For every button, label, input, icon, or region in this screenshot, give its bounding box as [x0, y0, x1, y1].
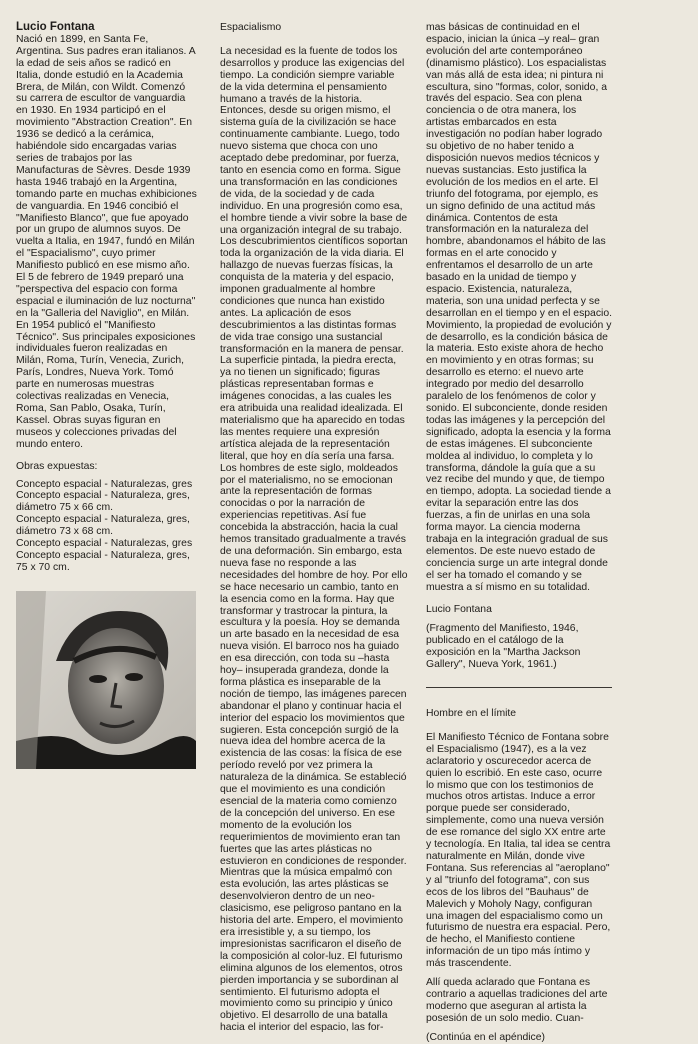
article-title: Espacialismo — [220, 22, 282, 33]
work-item: Concepto espacial - Naturalezas, gres — [16, 478, 193, 490]
works-list — [16, 479, 197, 574]
work-item: Concepto espacial - Naturaleza, gres, diámetro 73 x 68 cm. — [16, 514, 190, 538]
manifesto-text-continued: mas básicas de continuidad en el espacio, inician la única –y real– gran evolución del arte contemporáneo (dinamismo plástico). Los espacialistas van más allá de esta idea; ni pintura ni escultura, sino "formas, color, sonido, a través del espacio. Sea con plena conciencia o de otra manera, los artistas embarcados en esta investigación no podían haber logrado su objetivo de no haber tenido a disposición nuevos medios técnicos y nuevas sustancias. Esto justifica la evolución de los medios en el arte. El triunfo del fotograma, por ejemplo, es un signo definido de una actitud más dinámica. Contentos de esta transformación en la naturaleza del hombre, abandonamos el hábito de las formas en el arte conocido y enfrentamos el desarrollo de un arte basado en la unidad de tiempo y espacio. Existencia, naturaleza, materia, son una unidad perfecta y se desarrollan en el tiempo y en el espacio. Movimiento, la propiedad de evolución y de desarrollo, es la condición básica de la materia. Esto existe ahora de hecho en movimiento y en otras formas; su desarrollo es eterno: el nuevo arte integrado por medio del desarrollo paralelo de los fenómenos de color y sonido. El subconciente, donde residen todas las imágenes y la percepción del significado, adopta la esencia y la forma de estas imágenes. El subconciente moldea al individuo, lo completa y lo transforma, dándole la guía que a su vez recibe del mundo y que, de tiempo en tiempo, adopta. La sociedad tiende a evitar la separación entre las dos fuerzas, a fin de unirlas en una sola forma mayor. La ciencia moderna trabaja en la integración gradual de sus elementos. De este nuevo estado de conciencia surge un arte integral donde el ser ha tomado el comando y se muestra a sí mismo en su totalidad. — [426, 22, 612, 593]
section-divider — [426, 687, 612, 688]
essay-paragraph: El Manifiesto Técnico de Fontana sobre el Espacialismo (1947), es a la vez aclaratorio y oscurecedor acerca de quien lo escribió. En este caso, ocurre lo mismo que con los testimonios de muchos otros artistas. Induce a error porque puede ser considerado, simplemente, como una nueva versión de ese romance del siglo XX entre arte y tecnología. En Italia, tal idea se centra naturalmente en Milán, donde vive Fontana. Sus referencias al "aeroplano" y al "triunfo del fotograma", con sus ecos de los libros del "Bauhaus" de Malevich y Moholy Nagy, configuran una imagen del espacialismo como un futurismo de nuestra era espacial. Pero, de hecho, el Manifiesto contiene información de un tipo más íntimo y más trascendente. — [426, 731, 611, 970]
work-item: Concepto espacial - Naturaleza, gres, diámetro 75 x 66 cm. — [16, 490, 190, 514]
continued-note: (Continúa en el apéndice) — [426, 1031, 545, 1043]
section-heading: Hombre en el límite — [426, 708, 517, 720]
left-column — [16, 22, 197, 769]
right-column — [426, 22, 612, 1044]
work-item: Concepto espacial - Naturalezas, gres — [16, 538, 193, 550]
manifesto-text: La necesidad es la fuente de todos los desarrollos y produce las exigencias del tiempo. La condición siempre variable de la vida determina el pensamiento humano a través de la historia. Entonces, desde su origen mismo, el sistema guía de la civilización se hace continuamente cambiante. Luego, todo nuevo sistema que choca con uno aceptado debe predominar, por fuerza, tanto en esencia como en forma. Sigue una transformación en las condiciones de vida, de la sociedad y de cada individuo. En una progresión como esa, el hombre tiende a vivir sobre la base de una organización integral de su trabajo. Los descubrimientos científicos soportan toda la organización de la vida diaria. El hallazgo de nuevas fuerzas físicas, la conquista de la materia y del espacio, imponen gradualmente al hombre condiciones que nunca han existido antes. La aplicación de esos descubrimientos a las distintas formas de vida trae consigo una sustancial transformación en la manera de pensar. La superficie pintada, la piedra erecta, ya no tienen un significado; figuras plásticas representaban formas e imágenes conocidas, a las cuales les era atribuida una realidad idealizada. El materialismo que ha aparecido en todas las mentes requiere una expresión artística alejada de la representación literal, que hoy en día sería una farsa. Los hombres de este siglo, moldeados por el materialismo, no se emocionan ante la representación de formas conocidas o por la narración de experiencias repetitivas. Así fue concebida la abstracción, hacia la cual hemos transitado gradualmente a través de una deformación. Sin embargo, esta nueva fase no responde a las necesidades del hombre de hoy. Por ello se hace necesario un cambio, tanto en la esencia como en la forma. Hay que transformar y trastrocar la pintura, la escultura y la poesía. Hoy se demanda un arte basado en la necesidad de esa nueva visión. El barroco nos ha guiado en esa dirección, con toda su –hasta hoy– insuperada grandeza, donde la forma plástica es inseparable de la noción de tiempo, las imágenes parecen abandonar el plano y continuar hacia el interior del espacio los movimientos que sugieren. Esta concepción surgió de la nueva idea del hombre acerca de la existencia de las cosas: la física de ese período reveló por vez primera la naturaleza de la dinámica. Se estableció que el movimiento es una condición esencial de la materia como comienzo de la concepción del universo. En ese momento de la evolución los requerimientos de movimiento eran tan fuertes que las artes plásticas no estuvieron en condiciones de responder. Mientras que la música empalmó con esta evolución, las artes plásticas se desenvolvieron dentro de un neo-clasicismo, ese peligroso pantano en la historia del arte. Empero, el movimiento era irresistible y, a su tiempo, los impresionistas sacrificaron el diseño de la composición al color-luz. El futurismo elimina algunos de los elementos, otros pierden importancia y se subordinan al sentimiento. El futurismo adopta el movimiento como su principio y único objetivo. El desarrollo de una batalla hacia el interior del espacio, las for- — [220, 45, 408, 1034]
works-heading: Obras expuestas: — [16, 460, 98, 472]
source-note: (Fragmento del Manifiesto, 1946, publicado en el catálogo de la exposición en la "Martha Jackson Gallery", Nueva York, 1961.) — [426, 623, 581, 671]
work-item: Concepto espacial - Naturaleza, gres, 75 x 70 cm. — [16, 549, 190, 573]
signature: Lucio Fontana — [426, 603, 492, 615]
essay-paragraph: Allí queda aclarado que Fontana es contrario a aquellas tradiciones del arte moderno que aseguran al artista la posesión de un solo medio. Cuan- — [426, 977, 608, 1024]
author-name: Lucio Fontana — [16, 21, 95, 33]
biography-text: Nació en 1899, en Santa Fe, Argentina. Sus padres eran italianos. A la edad de seis años se radicó en Italia, donde estudió en la Academia Brera, de Milán, con Wildt. Comenzó su carrera de escultor de vanguardia en 1930. En 1934 participó en el movimiento "Abstraction Creation". En 1936 se dedicó a la cerámica, habiéndole sido encargadas varias series de trabajos por las Manufacturas de Sèvres. Desde 1939 hasta 1946 trabajó en la Argentina, tomando parte en muchas exhibiciones de vanguardia. En 1946 concibió el "Manifiesto Blanco", que fue apoyado por un grupo de alumnos suyos. De vuelta a Italia, en 1947, fundó en Milán el "Espacialismo", cuyo primer Manifiesto publicó en ese mismo año. El 5 de febrero de 1949 preparó una "perspectiva del espacio con forma espacial e iluminación de luz nocturna" en la "Galleria del Naviglio", en Milán. En 1954 publicó el "Manifiesto Técnico". Sus principales exposiciones individuales fueron realizadas en Milán, Roma, Turín, Venecia, Zurich, París, Londres, Nueva York. Tomó parte en numerosas muestras colectivas realizadas en Venecia, Roma, San Pablo, Osaka, Turín, Kassel. Obras suyas figuran en museos y colecciones privadas del mundo entero. — [16, 33, 197, 450]
artist-portrait-photo — [16, 591, 196, 769]
middle-column — [220, 22, 408, 1041]
